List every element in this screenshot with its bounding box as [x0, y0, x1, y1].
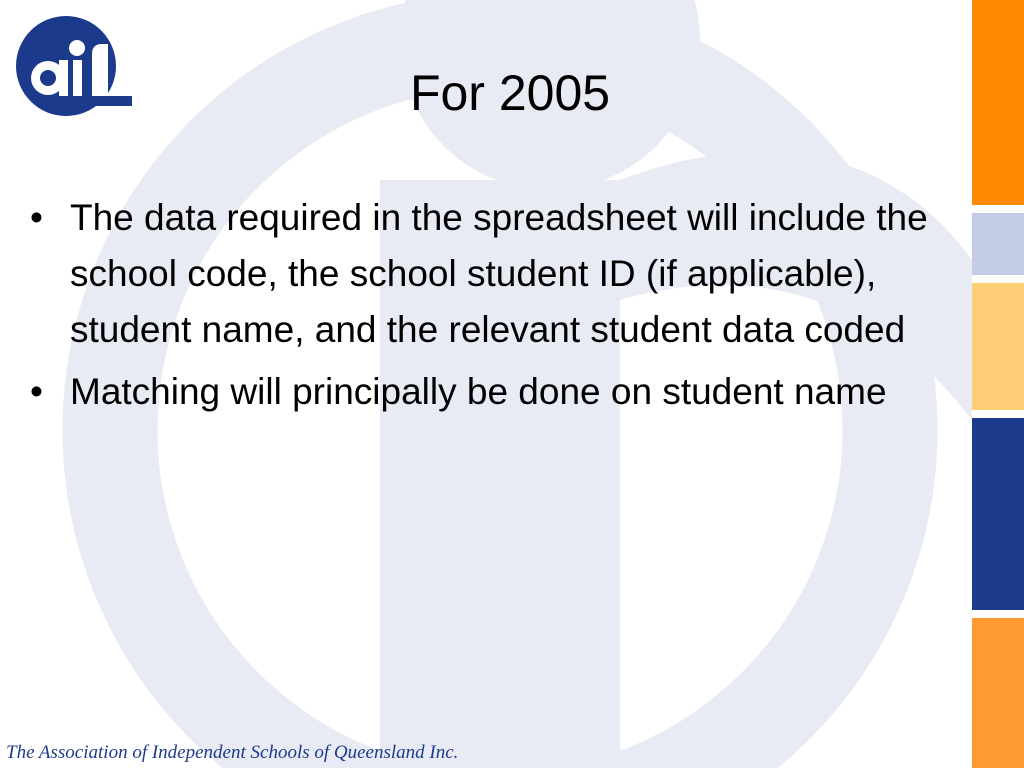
bullet-icon: • [30, 371, 43, 412]
bullet-icon: • [30, 197, 43, 238]
bullet-text: Matching will principally be done on student name [70, 371, 887, 412]
list-item [26, 364, 956, 420]
bullet-list [26, 190, 956, 426]
ais-logo [8, 14, 134, 120]
footer-organization-name: The Association of Independent Schools of Queensland Inc. [6, 742, 459, 763]
slide-title: For 2005 [409, 65, 611, 121]
right-decorative-bar [972, 0, 1024, 768]
list-item [26, 190, 956, 358]
bullet-text: The data required in the spreadsheet will include the school code, the school student ID (if applicable), student name, and the relevant student data coded [70, 197, 928, 350]
